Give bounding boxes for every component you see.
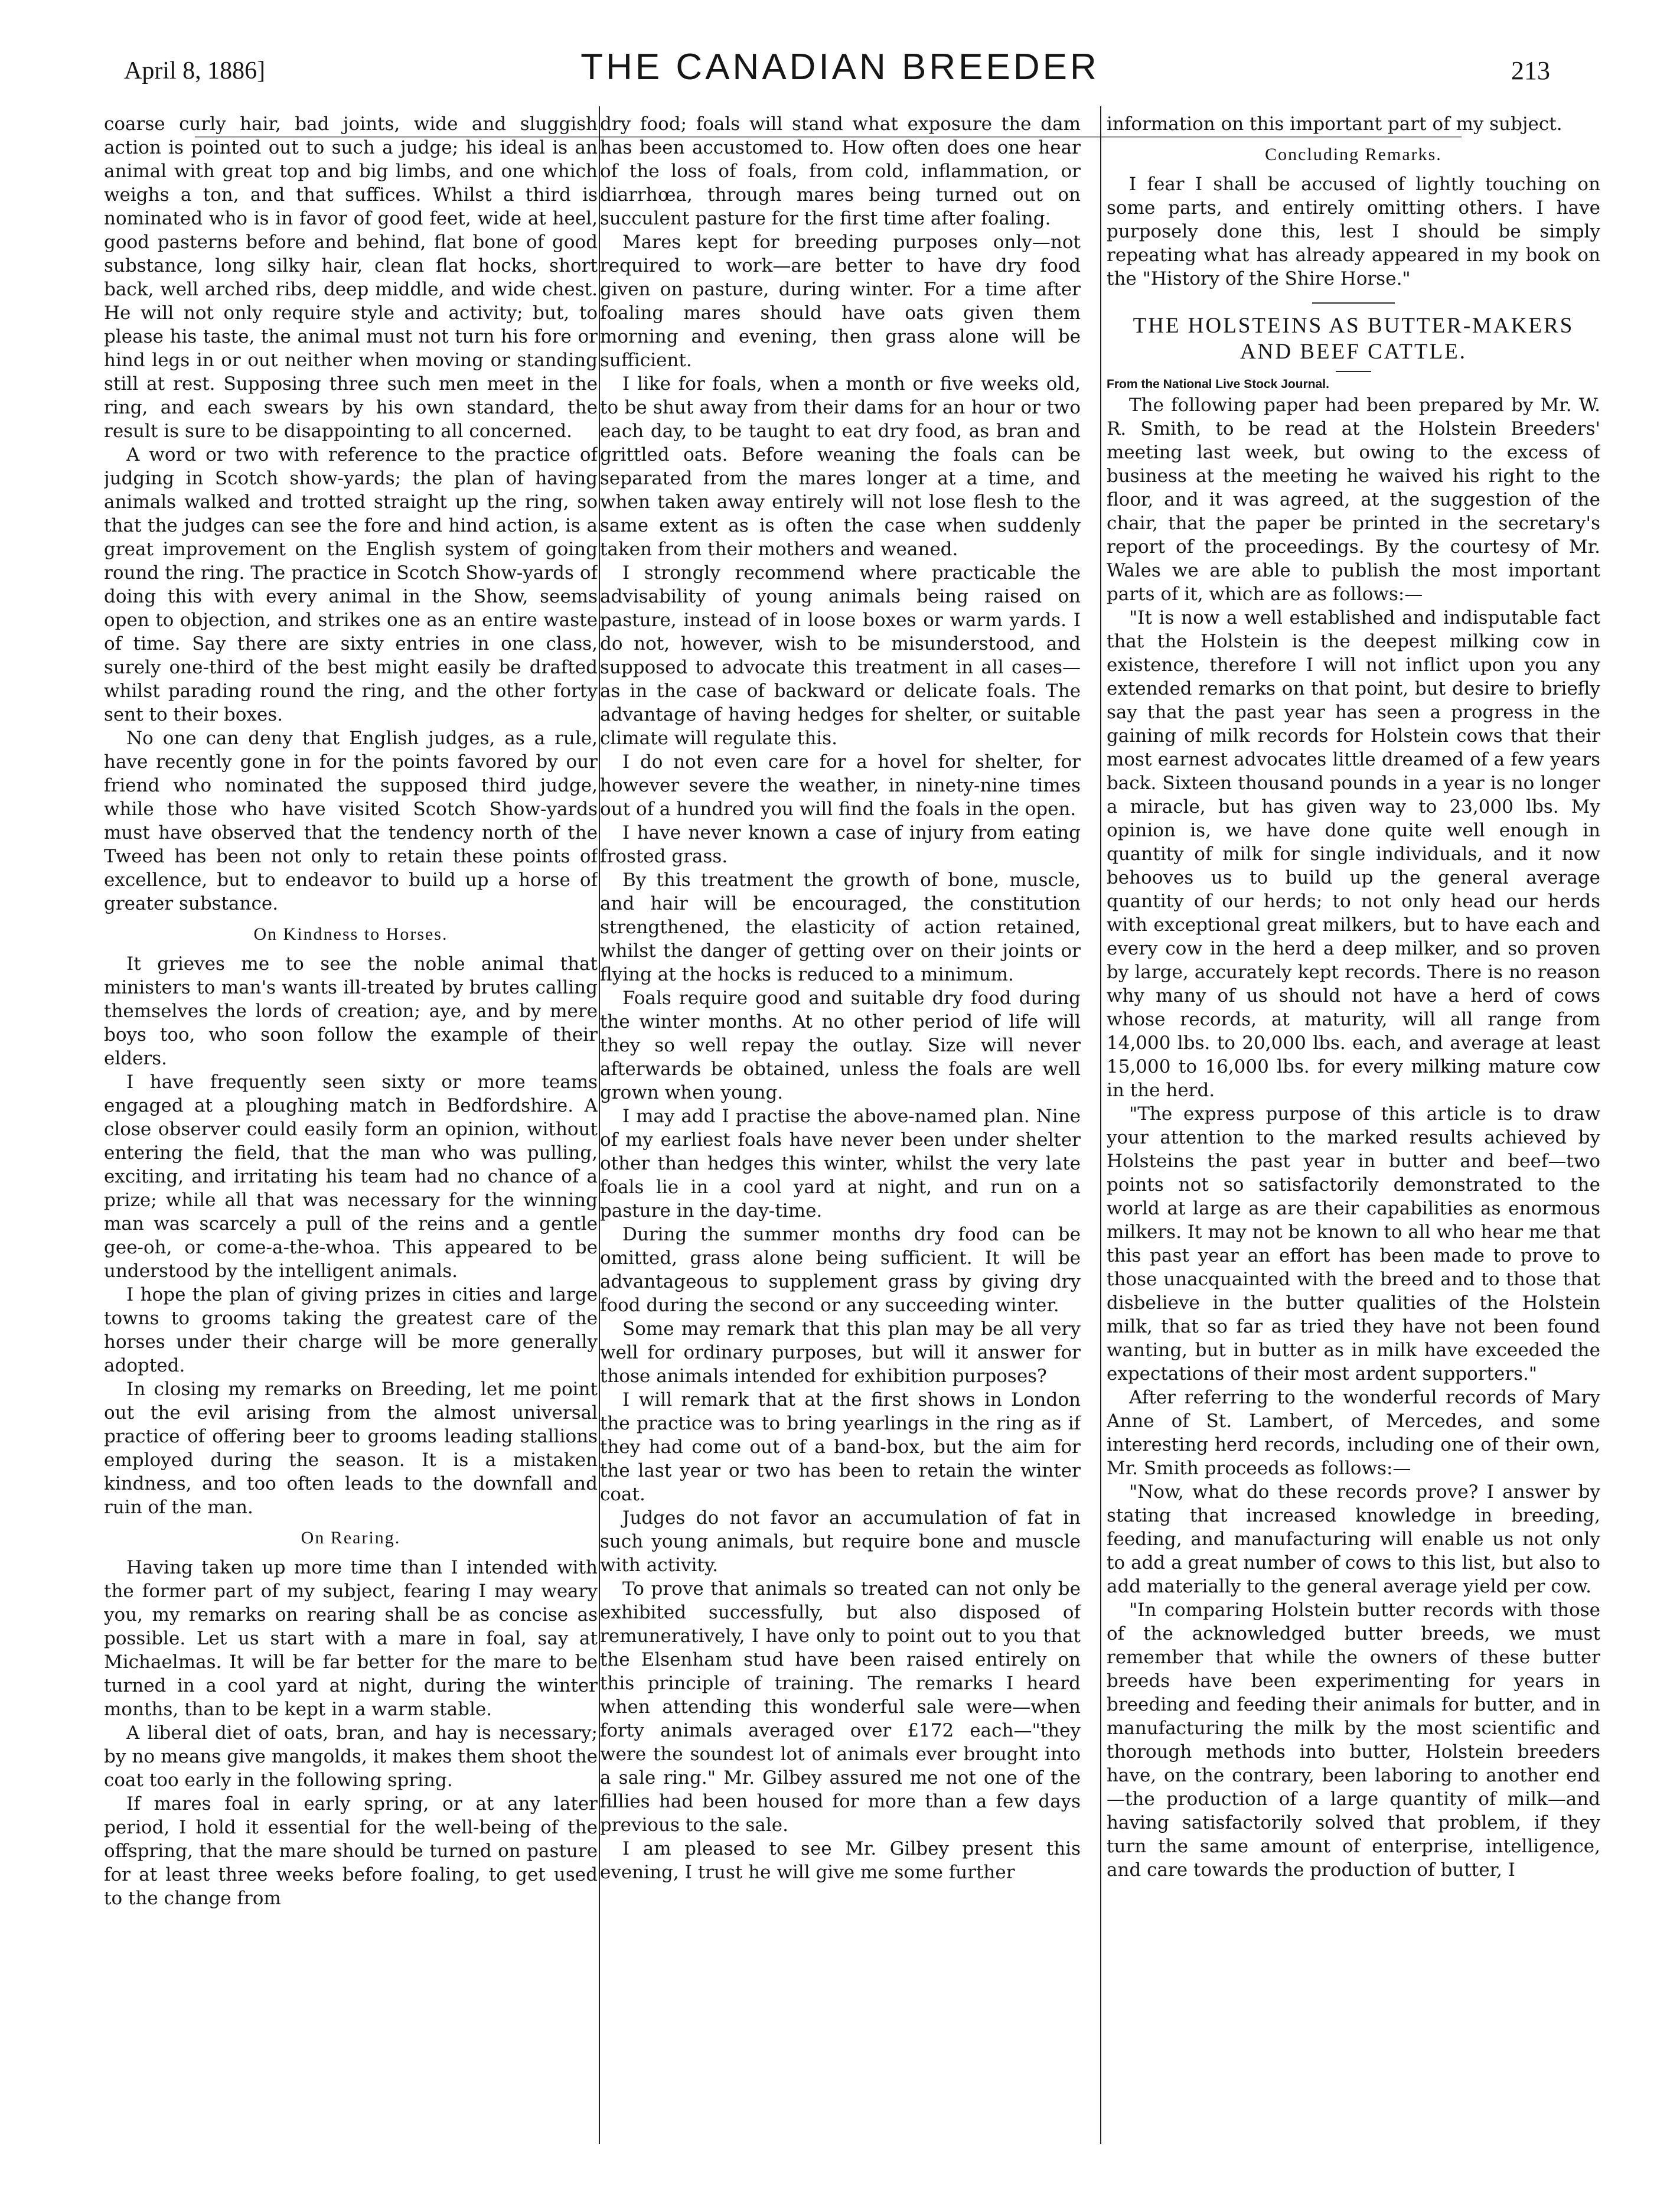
separator-rule xyxy=(1312,302,1395,304)
paragraph: I will remark that at the first shows in London the practice was to bring yearlings in the ring as if they had come out of a band-box, but the aim for the last year or two has been to retain the winter coat. xyxy=(600,1389,1081,1505)
paragraph: "It is now a well established and indisputable fact that the Holstein is the deepest milking cow in existence, therefore I will not inflict upon you any extended remarks on that point, but desire to briefly say that the past year has seen a progress in the gaining of milk records for Holstein cows that their most earnest advocates little dreamed of a few years back. Sixteen thousand pounds in a year is no longer a miracle, but has given way to 23,000 lbs. My opinion is, we have done quite well enough in quantity of milk for single individuals, and it now behooves us to build up the general average quantity of our herds; to not only head our herds with exceptional great milkers, but to have each and every cow in the herd a deep milker, and so proven by large, accurately kept records. There is no reason why many of us should not have a herd of cows whose records, at maturity, will all range from 14,000 lbs. to 20,000 lbs. each, and average at least 15,000 to 16,000 lbs. for every milking mature cow in the herd. xyxy=(1107,607,1600,1101)
publication-title: THE CANADIAN BREEDER xyxy=(580,47,1100,87)
paragraph: A liberal diet of oats, bran, and hay is necessary; by no means give mangolds, it makes them shoot the coat too early in the following spring. xyxy=(104,1722,598,1791)
paragraph: dry food; foals will stand what exposure the dam has been accustomed to. How often does one hear of the loss of foals, from cold, inflammation, or diarrhœa, through mares being turned out on succulent pasture for the first time after foaling. xyxy=(600,113,1081,229)
paragraph: Having taken up more time than I intended with the former part of my subject, fearing I may weary you, my remarks on rearing shall be as concise as possible. Let us start with a mare in foal, say at Michaelmas. It will be far better for the mare to be turned in a cool yard at night, during the winter months, than to be kept in a warm stable. xyxy=(104,1557,598,1720)
paragraph: In closing my remarks on Breeding, let me point out the evil arising from the almost universal practice of offering beer to grooms leading stallions employed during the season. It is a mistaken kindness, and too often leads to the downfall and ruin of the man. xyxy=(104,1379,598,1518)
paragraph: During the summer months dry food can be omitted, grass alone being sufficient. It will be advantageous to supplement grass by giving dry food during the second or any succeeding winter. xyxy=(600,1224,1081,1316)
paragraph: Foals require good and suitable dry food during the winter months. At no other period of life will they so well repay the outlay. Size will never afterwards be obtained, unless the foals are well grown when young. xyxy=(600,988,1081,1103)
paragraph: I do not even care for a hovel for shelter, for however severe the weather, in ninety-nine times out of a hundred you will find the foals in the open. xyxy=(600,751,1081,820)
section-heading-kindness: On Kindness to Horses. xyxy=(253,924,448,944)
paragraph: By this treatment the growth of bone, muscle, and hair will be encouraged, the constitution strengthened, the elasticity of action retained, whilst the danger of getting over on their joints or flying at the hocks is reduced to a minimum. xyxy=(600,869,1081,985)
paragraph: It grieves me to see the noble animal that ministers to man's wants ill-treated by brutes calling themselves the lords of creation; aye, and by mere boys too, who soon follow the example of their elders. xyxy=(104,953,598,1069)
paragraph: information on this important part of my subject. xyxy=(1107,113,1562,135)
paragraph: To prove that animals so treated can not only be exhibited successfully, but also disposed of remuneratively, I have only to point out to you that the Elsenham stud have been raised entirely on this principle of training. The remarks I heard when attending this wonderful sale were—when forty animals averaged over £172 each—"they were the soundest lot of animals ever brought into a sale ring." Mr. Gilbey assured me not one of the fillies had been housed for more than a few days previous to the sale. xyxy=(600,1578,1081,1836)
paragraph: The following paper had been prepared by Mr. W. R. Smith, to be read at the Holstein Breeders' meeting last week, but owing to the excess of business at the meeting he waived his right to the floor, and it was agreed, at the suggestion of the chair, that the paper be printed in the secretary's report of the proceedings. By the courtesy of Mr. Wales we are able to publish the most important parts of it, which are as follows:— xyxy=(1107,395,1600,605)
paragraph: No one can deny that English judges, as a rule, have recently gone in for the points favored by our friend who nominated the supposed third judge, while those who have visited Scotch Show-yards must have observed that the tendency north of the Tweed has been not only to retain these points of excellence, but to endeavor to build up a horse of greater substance. xyxy=(104,728,598,914)
paragraph: "In comparing Holstein butter records with those of the acknowledged butter breeds, we must remember that while the owners of these butter breeds have been experimenting for years in breeding and feeding their animals for butter, and in manufacturing the milk by the most scientific and thorough methods into butter, Holstein breeders have, on the contrary, been laboring to another end—the production of a large quantity of milk—and having satisfactorily solved that problem, if they turn the same amount of enterprise, intelligence, and care towards the production of butter, I xyxy=(1107,1599,1600,1881)
page-number: 213 xyxy=(1511,56,1550,85)
article-headline: THE HOLSTEINS AS BUTTER-MAKERS AND BEEF CATTLE. xyxy=(1133,314,1574,364)
paragraph: I am pleased to see Mr. Gilbey present this evening, I trust he will give me some further xyxy=(600,1838,1081,1883)
separator-rule xyxy=(1336,371,1371,372)
paragraph: "Now, what do these records prove? I answer by stating that increased knowledge in breeding, feeding, and manufacturing will enable us not only to add a great number of cows to this list, but also to add materially to the general average yield per cow. xyxy=(1107,1481,1600,1597)
issue-date: April 8, 1886] xyxy=(124,57,266,84)
paragraph: After referring to the wonderful records of Mary Anne of St. Lambert, of Mercedes, and some interesting herd records, including one of their own, Mr. Smith proceeds as follows:— xyxy=(1107,1387,1600,1479)
paragraph: coarse curly hair, bad joints, wide and sluggish action is pointed out to such a judge; his ideal is an animal with great top and big limbs, and one which weighs a ton, and that suffices. Whilst a third is nominated who is in favor of good feet, wide at heel, good pasterns before and behind, flat bone of good substance, long silky hair, clean flat hocks, short back, well arched ribs, deep middle, and wide chest. He will not only require style and activity; but, to please his taste, the animal must not turn his fore or hind legs in or out neither when moving or standing still at rest. Supposing three such men meet in the ring, and each swears by his own standard, the result is sure to be disappointing to all concerned. xyxy=(104,113,598,442)
column-1 xyxy=(104,112,598,2132)
paragraph: I may add I practise the above-named plan. Nine of my earliest foals have never been under shelter other than hedges this winter, whilst the very late foals lie in a cool yard at night, and run on a pasture in the day-time. xyxy=(600,1106,1081,1221)
paragraph: "The express purpose of this article is to draw your attention to the marked results achieved by Holsteins the past year in butter and beef—two points not so satisfactorily demonstrated to the world at large as are their capabilities as enormous milkers. It may not be known to all who hear me that this past year an effort has been made to prove to those unacquainted with the breed and to those that disbelieve in the butter qualities of the Holstein milk, that so far as tried they have not been found wanting, but in butter as in milk have exceeded the expectations of their most ardent supporters." xyxy=(1107,1103,1600,1384)
paragraph: Some may remark that this plan may be all very well for ordinary purposes, but will it answer for those animals intended for exhibition purposes? xyxy=(600,1318,1081,1387)
paragraph: I have frequently seen sixty or more teams engaged at a ploughing match in Bedfordshire. A close observer could easily form an opinion, without entering the field, that the man who was pulling, exciting, and irritating his team had no chance of a prize; while all that was necessary for the winning man was scarcely a pull of the reins and a gentle gee-oh, or come-a-the-whoa. This appeared to be understood by the intelligent animals. xyxy=(104,1071,598,1282)
masthead xyxy=(89,43,1591,102)
column-divider xyxy=(1100,106,1101,2144)
paragraph: A word or two with reference to the practice of judging in Scotch show-yards; the plan of having animals walked and trotted straight up the ring, so that the judges can see the fore and hind action, is a great improvement on the English system of going round the ring. The practice in Scotch Show-yards of doing this with every animal in the Show, seems open to objection, and strikes one as an entire waste of time. Say there are sixty entries in one class, surely one-third of the best might easily be drafted whilst parading round the ring, and the other forty sent to their boxes. xyxy=(104,444,598,725)
section-heading-concluding: Concluding Remarks. xyxy=(1265,145,1442,164)
paragraph: I hope the plan of giving prizes in cities and large towns to grooms taking the greatest care of the horses under their charge will be more generally adopted. xyxy=(104,1284,598,1376)
column-2 xyxy=(600,112,1081,2132)
paragraph: I strongly recommend where practicable the advisability of young animals being raised on pasture, instead of in loose boxes or warm yards. I do not, however, wish to be misunderstood, and supposed to advocate this treatment in all cases—as in the case of backward or delicate foals. The advantage of having hedges for shelter, or suitable climate will regulate this. xyxy=(600,562,1081,749)
paragraph: If mares foal in early spring, or at any later period, I hold it essential for the well-being of the offspring, that the mare should be turned on pasture for at least three weeks before foaling, to get used to the change from xyxy=(104,1793,598,1909)
paragraph: I fear I shall be accused of lightly touching on some parts, and entirely omitting others. I have purposely done this, lest I should be simply repeating what has already appeared in my book on the "History of the Shire Horse." xyxy=(1107,174,1600,289)
paragraph: I like for foals, when a month or five weeks old, to be shut away from their dams for an hour or two each day, to be taught to eat dry food, as bran and grittled oats. Before weaning the foals can be separated from the mares longer at a time, and when taken away entirely will not lose flesh to the same extent as is often the case when suddenly taken from their mothers and weaned. xyxy=(600,373,1081,560)
paragraph: Judges do not favor an accumulation of fat in such young animals, but require bone and muscle with activity. xyxy=(600,1507,1081,1576)
section-heading-rearing: On Rearing. xyxy=(301,1528,401,1548)
article-source: From the National Live Stock Journal. xyxy=(1107,377,1329,391)
paragraph: I have never known a case of injury from eating frosted grass. xyxy=(600,822,1081,867)
column-3 xyxy=(1107,112,1600,2132)
paragraph: Mares kept for breeding purposes only—not required to work—are better to have dry food given on pasture, during winter. For a time after foaling mares should have oats given them morning and evening, then grass alone will be sufficient. xyxy=(600,232,1081,371)
